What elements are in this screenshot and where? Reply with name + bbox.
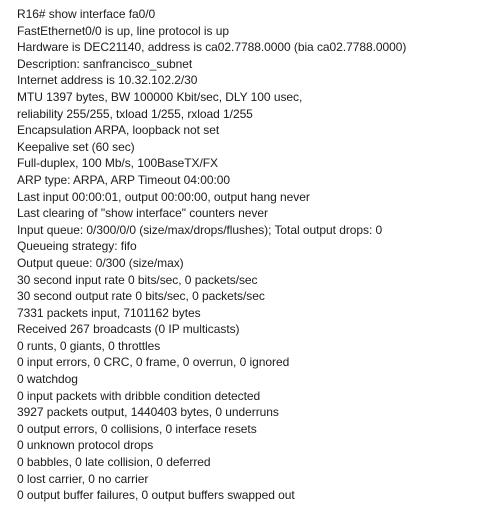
output-line: Hardware is DEC21140, address is ca02.7788.0000 (bia ca02.7788.0000) (17, 40, 407, 55)
output-line: 30 second input rate 0 bits/sec, 0 packets/sec (17, 272, 258, 287)
output-line: Last input 00:00:01, output 00:00:00, output hang never (17, 189, 310, 204)
output-line: Last clearing of "show interface" counters never (17, 206, 268, 221)
output-line: 0 input packets with dribble condition detected (17, 388, 261, 403)
output-line: Full-duplex, 100 Mb/s, 100BaseTX/FX (17, 156, 219, 171)
output-line: Input queue: 0/300/0/0 (size/max/drops/flushes); Total output drops: 0 (17, 222, 383, 237)
output-line: MTU 1397 bytes, BW 100000 Kbit/sec, DLY 100 usec, (17, 89, 303, 104)
output-line: ARP type: ARPA, ARP Timeout 04:00:00 (17, 172, 230, 187)
output-line: 7331 packets input, 7101162 bytes (17, 305, 201, 320)
output-line: Output queue: 0/300 (size/max) (17, 255, 184, 270)
output-line: 0 unknown protocol drops (17, 438, 154, 453)
output-line: Encapsulation ARPA, loopback not set (17, 123, 220, 138)
output-line: 3927 packets output, 1440403 bytes, 0 underruns (17, 405, 279, 420)
output-line: 0 runts, 0 giants, 0 throttles (17, 338, 161, 353)
output-line: FastEthernet0/0 is up, line protocol is up (17, 23, 230, 38)
output-line: 0 output buffer failures, 0 output buffers swapped out (17, 488, 295, 503)
command-prompt-line: R16# show interface fa0/0 (17, 7, 156, 21)
output-line: Description: sanfrancisco_subnet (17, 56, 193, 71)
output-line: Received 267 broadcasts (0 IP multicasts) (17, 322, 240, 337)
output-line: 0 babbles, 0 late collision, 0 deferred (17, 455, 211, 470)
output-line: Queueing strategy: fifo (17, 239, 137, 254)
output-line: 0 output errors, 0 collisions, 0 interface resets (17, 421, 257, 436)
output-line: reliability 255/255, txload 1/255, rxload 1/255 (17, 106, 253, 121)
output-line: Internet address is 10.32.102.2/30 (17, 73, 198, 88)
output-line: 0 input errors, 0 CRC, 0 frame, 0 overrun, 0 ignored (17, 355, 290, 370)
output-line: 30 second output rate 0 bits/sec, 0 packets/sec (17, 289, 265, 304)
output-line: Keepalive set (60 sec) (17, 139, 135, 154)
output-line: 0 watchdog (17, 372, 78, 387)
output-line: 0 lost carrier, 0 no carrier (17, 471, 149, 486)
